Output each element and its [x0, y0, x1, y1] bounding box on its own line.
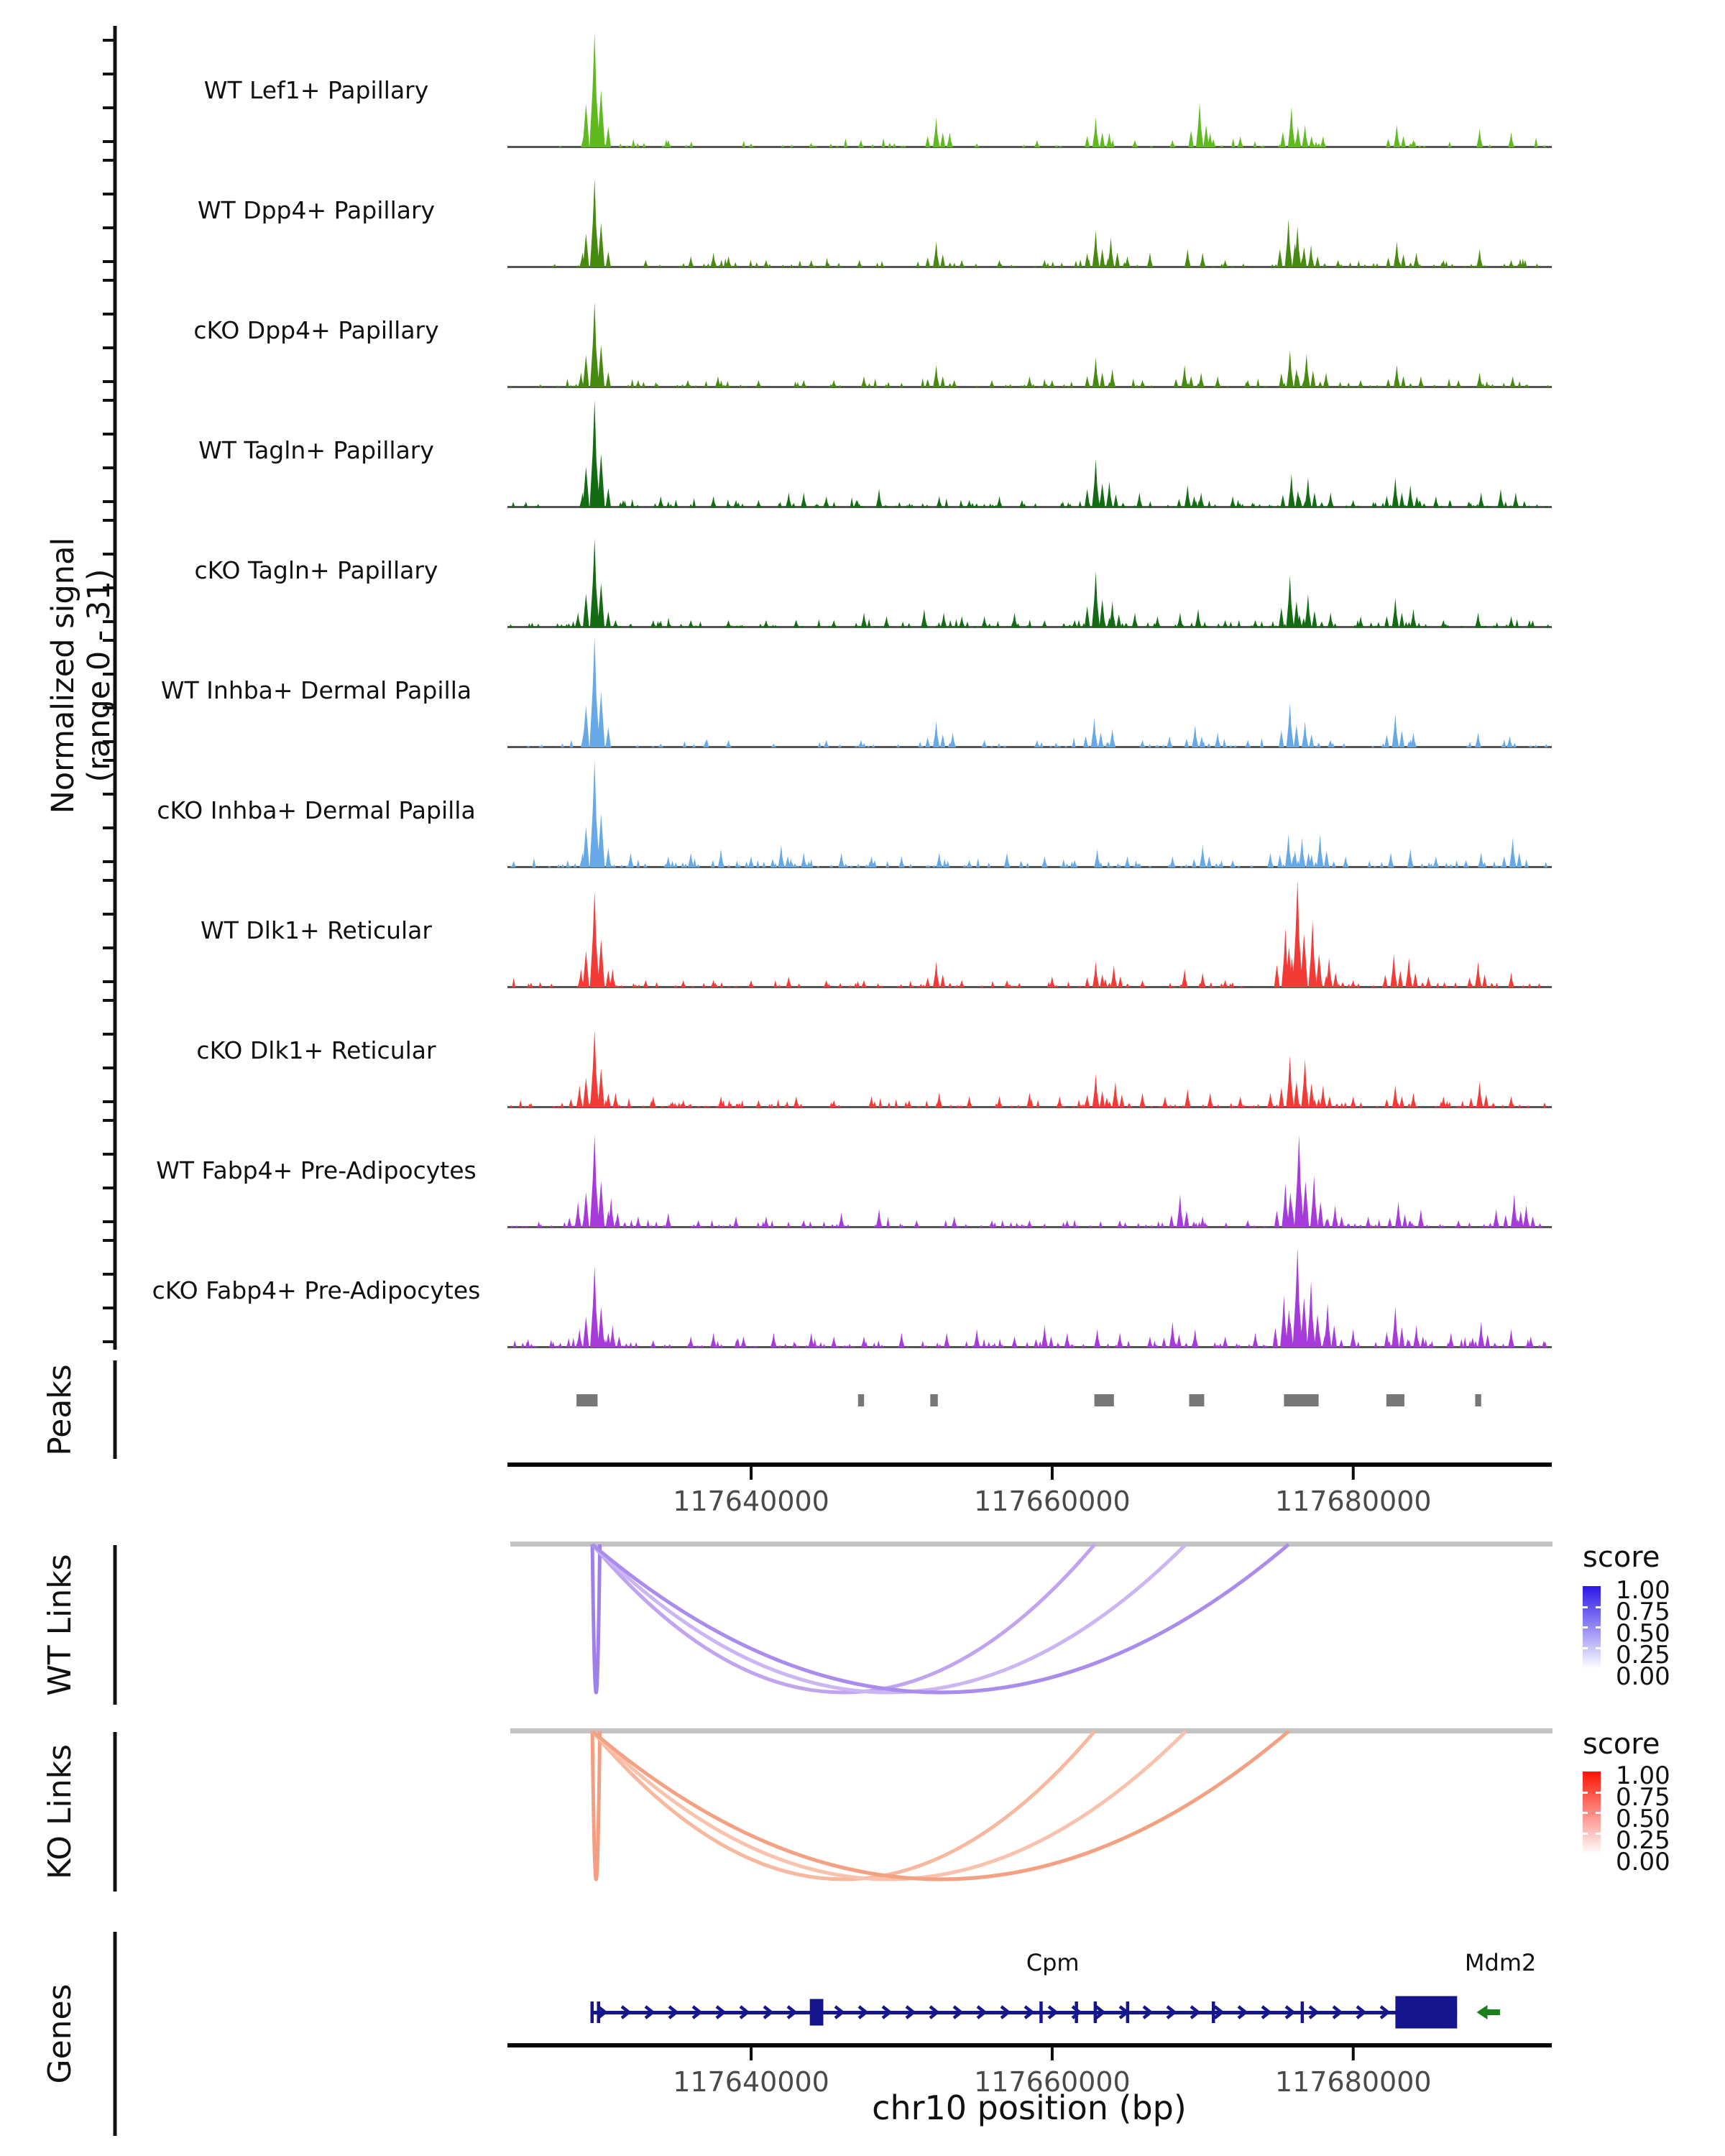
- axis-tick-label-bottom: 117660000: [974, 2066, 1131, 2098]
- track-signal-9: [569, 1030, 1514, 1107]
- track-label-5: cKO Tagln+ Papillary: [194, 556, 438, 584]
- peaks-section-label: Peaks: [42, 1364, 78, 1456]
- track-signal-8: [578, 880, 1514, 987]
- axis-tick-label-bottom: 117640000: [673, 2066, 829, 2098]
- score-legend-value: 0.75: [1616, 1598, 1670, 1626]
- ko-score-legend-gradient: [1583, 1772, 1601, 1854]
- peak-interval: [1386, 1394, 1404, 1406]
- link-arc: [592, 1731, 1186, 1879]
- peak-interval: [1475, 1394, 1481, 1406]
- peak-interval: [1284, 1394, 1318, 1406]
- axis-tick-label-top: 117660000: [974, 1485, 1131, 1517]
- track-label-1: WT Lef1+ Papillary: [203, 76, 429, 104]
- link-arc: [592, 1731, 1095, 1879]
- track-signal-1: [581, 32, 1514, 147]
- track-label-3: cKO Dpp4+ Papillary: [193, 316, 439, 344]
- exon-mark: [1094, 2001, 1098, 2023]
- x-axis-label: chr10 position (bp): [872, 2088, 1187, 2127]
- gene-body-reverse: [1486, 2009, 1500, 2015]
- track-signal-11: [576, 1248, 1534, 1348]
- track-signal-5: [575, 538, 1514, 627]
- link-arc: [592, 1544, 600, 1692]
- gene-label-Mdm2: Mdm2: [1464, 1949, 1537, 1976]
- peak-interval: [930, 1394, 938, 1406]
- axis-tick-label-top: 117640000: [673, 1485, 829, 1517]
- genomic-axis-bottom: [507, 2043, 1552, 2047]
- link-arc: [592, 1731, 600, 1879]
- track-signal-4: [579, 400, 1519, 507]
- link-arc: [592, 1544, 1186, 1692]
- track-noise: [513, 1337, 1547, 1348]
- genes-section-label: Genes: [42, 1984, 78, 2084]
- exon-mark: [1212, 2001, 1215, 2023]
- peak-interval: [858, 1394, 864, 1406]
- track-label-10: WT Fabp4+ Pre-Adipocytes: [156, 1156, 477, 1184]
- gene-direction-arrow-left: [1477, 2005, 1488, 2019]
- wt-links-section-label: WT Links: [42, 1554, 78, 1696]
- exon-mark: [591, 2001, 594, 2023]
- score-legend-value: 0.00: [1616, 1662, 1670, 1691]
- score-legend-value: 0.00: [1616, 1848, 1670, 1876]
- score-legend-value: 0.50: [1616, 1805, 1670, 1833]
- track-label-11: cKO Fabp4+ Pre-Adipocytes: [152, 1276, 481, 1304]
- y-axis-label: [45, 280, 117, 1071]
- ko-links-section-label: KO Links: [42, 1743, 78, 1880]
- track-signal-7: [579, 760, 1529, 867]
- score-legend-value: 0.50: [1616, 1619, 1670, 1648]
- track-label-7: cKO Inhba+ Dermal Papilla: [157, 796, 476, 824]
- exon-mark: [1075, 2001, 1078, 2023]
- track-label-2: WT Dpp4+ Papillary: [197, 196, 436, 224]
- wt-score-legend-gradient: [1583, 1586, 1601, 1669]
- wt-score-legend-title: score: [1583, 1541, 1660, 1574]
- track-label-6: WT Inhba+ Dermal Papilla: [160, 676, 472, 704]
- peak-interval: [1095, 1394, 1114, 1406]
- gene-label-Cpm: Cpm: [1026, 1949, 1080, 1976]
- y-axis-label-line1: Normalized signal: [45, 537, 81, 814]
- track-label-8: WT Dlk1+ Reticular: [201, 916, 432, 944]
- score-legend-value: 0.25: [1616, 1826, 1670, 1855]
- axis-tick-label-bottom: 117680000: [1274, 2066, 1432, 2098]
- score-legend-value: 0.25: [1616, 1641, 1670, 1669]
- track-signal-6: [581, 636, 1513, 747]
- track-signal-3: [578, 302, 1516, 387]
- exon-mark: [1301, 2001, 1305, 2023]
- track-signal-2: [579, 178, 1514, 267]
- ko-score-legend-title: score: [1583, 1728, 1660, 1761]
- peak-interval: [576, 1394, 597, 1406]
- links-top-line: [510, 1542, 1552, 1547]
- score-legend-value: 1.00: [1616, 1576, 1670, 1605]
- exon-mark: [1039, 2001, 1043, 2023]
- exon-mark: [597, 2001, 601, 2023]
- track-noise: [510, 1217, 1536, 1227]
- track-label-9: cKO Dlk1+ Reticular: [196, 1036, 436, 1064]
- track-signal-10: [567, 1135, 1542, 1227]
- track-label-4: WT Tagln+ Papillary: [198, 436, 434, 464]
- y-axis-label-line2: (range 0 - 31): [81, 568, 117, 783]
- peak-interval: [1190, 1394, 1205, 1406]
- axis-tick-label-top: 117680000: [1274, 1485, 1432, 1517]
- score-legend-value: 1.00: [1616, 1761, 1670, 1790]
- link-arc: [592, 1544, 1095, 1692]
- score-legend-value: 0.75: [1616, 1783, 1670, 1812]
- genomic-axis-top: [507, 1462, 1552, 1467]
- exon-mark: [1126, 2001, 1130, 2023]
- exon-box: [810, 1999, 824, 2026]
- links-top-line: [510, 1728, 1552, 1733]
- exon-box: [1395, 1996, 1457, 2029]
